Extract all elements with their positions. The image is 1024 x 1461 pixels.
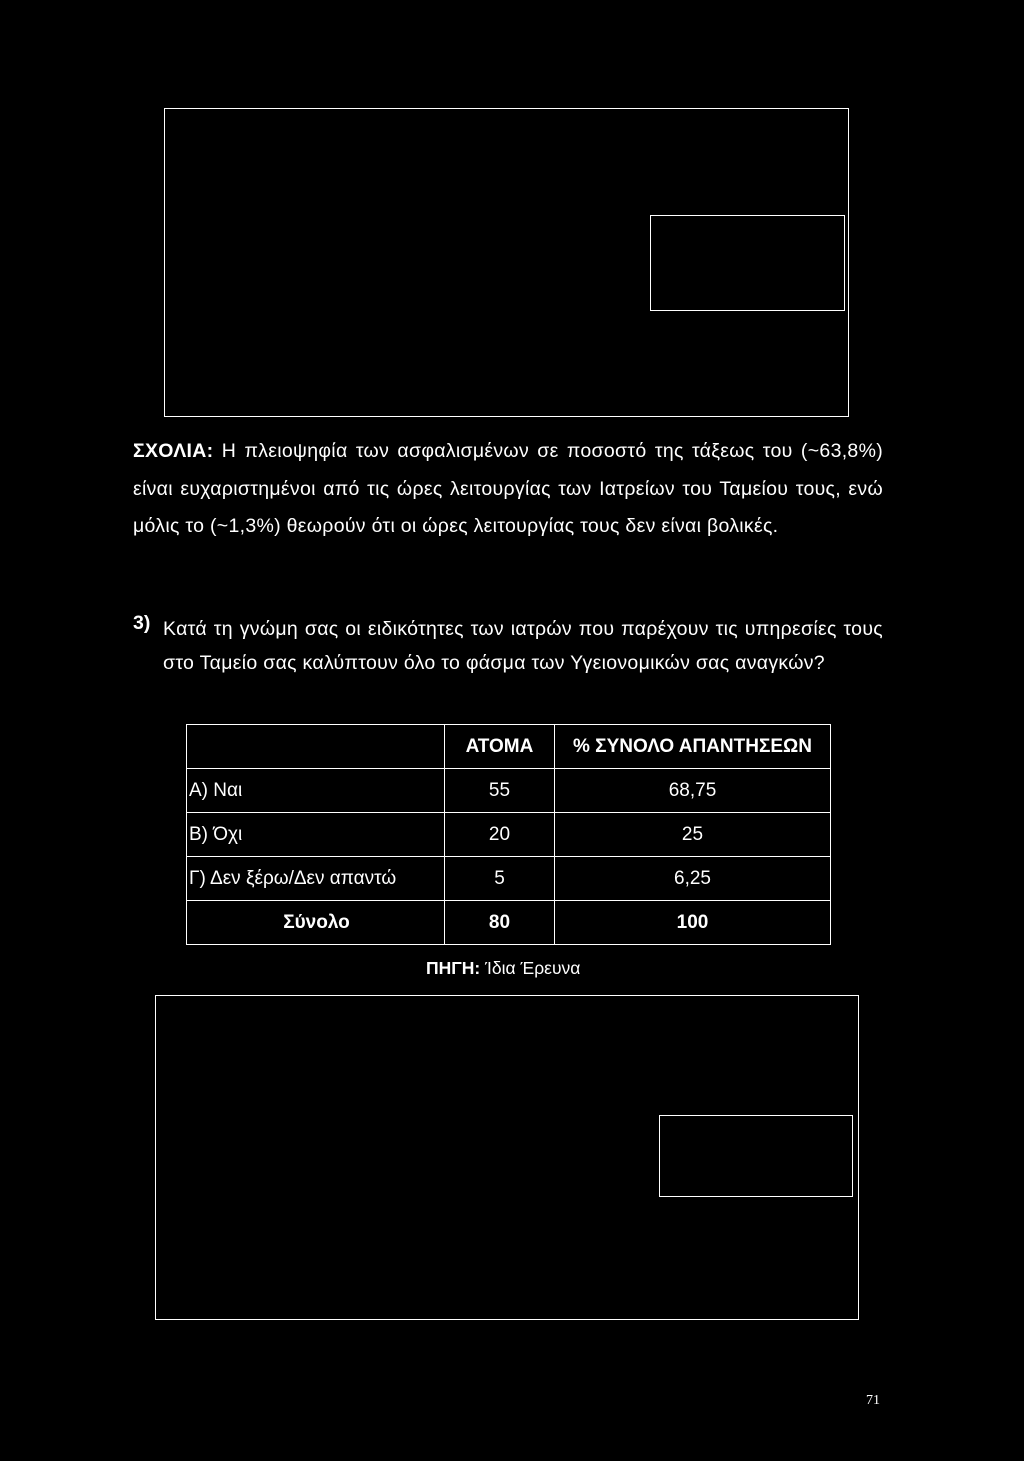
comment-paragraph	[133, 433, 883, 546]
table-cell: 6,25	[555, 857, 831, 901]
table-cell: 25	[555, 813, 831, 857]
page-number: 71	[866, 1393, 880, 1408]
table-cell: Α) Ναι	[187, 769, 445, 813]
table-header-cell	[187, 725, 445, 769]
table-row	[187, 813, 831, 857]
table-cell: 20	[445, 813, 555, 857]
table-total-row	[187, 901, 831, 945]
table-header-cell: % ΣΥΝΟΛΟ ΑΠΑΝΤΗΣΕΩΝ	[555, 725, 831, 769]
table-cell: 68,75	[555, 769, 831, 813]
figure-inset-bottom	[659, 1115, 853, 1197]
comment-text: Η πλειοψηφία των ασφαλισμένων σε ποσοστό της τάξεως του (~63,8%) είναι ευχαριστημένοι από τις ώρες λειτουργίας των Ιατρείων του Ταμείου τους, ενώ μόλις το (~1,3%) θεωρούν ότι οι ώρες λειτουργίας τους δεν είναι βολικές.	[133, 440, 884, 537]
question-number: 3)	[133, 612, 151, 634]
source-line	[426, 958, 580, 979]
comment-label: ΣΧΟΛΙΑ:	[133, 440, 214, 462]
table-total-cell: 100	[555, 901, 831, 945]
table-header-row	[187, 725, 831, 769]
table-cell: Β) Όχι	[187, 813, 445, 857]
table-cell: Γ) Δεν ξέρω/Δεν απαντώ	[187, 857, 445, 901]
source-label: ΠΗΓΗ:	[426, 958, 481, 978]
survey-table	[186, 724, 831, 945]
table-header-cell: ΑΤΟΜΑ	[445, 725, 555, 769]
source-text: Ίδια Έρευνα	[485, 958, 581, 978]
table-cell: 5	[445, 857, 555, 901]
table-total-cell: Σύνολο	[187, 901, 445, 945]
table-total-cell: 80	[445, 901, 555, 945]
table-row	[187, 857, 831, 901]
figure-inset-top	[650, 215, 845, 311]
question-text: Κατά τη γνώμη σας οι ειδικότητες των ιατρών που παρέχουν τις υπηρεσίες τους στο Ταμείο σας καλύπτουν όλο το φάσμα των Υγειονομικών σας αναγκών?	[163, 618, 883, 674]
table-row	[187, 769, 831, 813]
table-cell: 55	[445, 769, 555, 813]
